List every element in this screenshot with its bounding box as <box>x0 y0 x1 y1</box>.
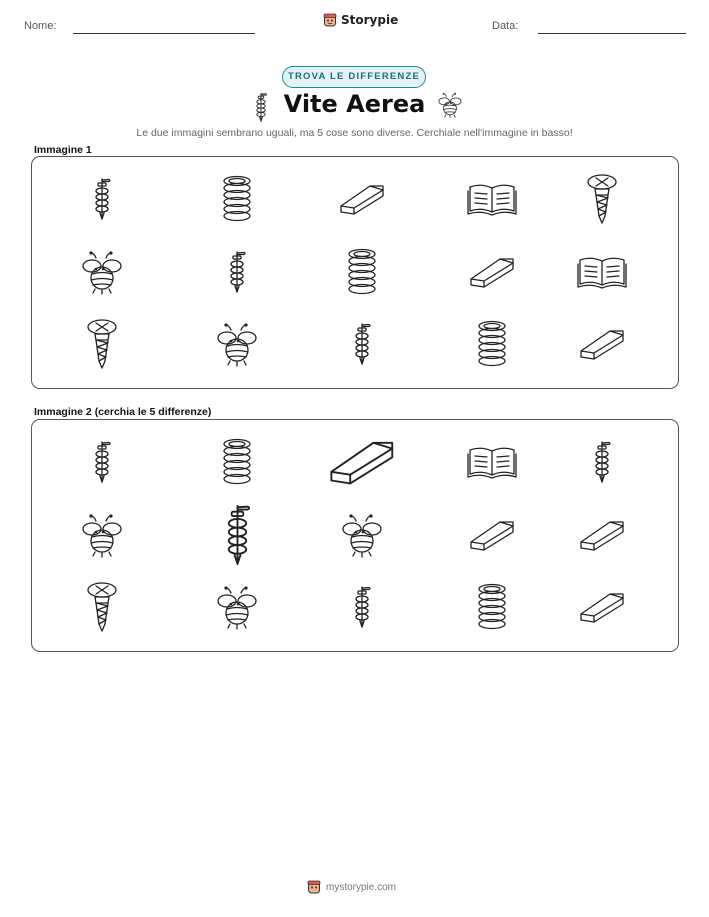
date-field-line[interactable] <box>538 33 686 34</box>
picture-item-propeller[interactable] <box>92 440 112 484</box>
instructions: Le due immagini sembrano uguali, ma 5 cose sono diverse. Cerchiale nell'immagine in basso! <box>136 127 573 139</box>
picture-item-propeller[interactable] <box>223 503 252 567</box>
book-icon <box>467 181 517 217</box>
name-field-line[interactable] <box>73 33 255 34</box>
storypie-mascot-icon <box>307 880 321 894</box>
picture-item-propeller <box>352 322 372 366</box>
picture-item-bee <box>213 322 261 366</box>
spring-icon <box>476 320 508 368</box>
wedge-icon <box>338 182 386 216</box>
bee-title-icon <box>436 92 464 120</box>
bee-icon <box>436 92 464 118</box>
picture-item-bee <box>78 250 126 294</box>
propeller-icon <box>227 250 247 294</box>
bee-icon <box>213 322 261 366</box>
picture-item-wedge[interactable] <box>468 518 516 552</box>
bee-icon <box>338 513 386 557</box>
picture-item-propeller[interactable] <box>352 585 372 629</box>
screw-icon <box>586 173 618 225</box>
wedge-icon <box>578 327 626 361</box>
screw-icon <box>86 581 118 633</box>
spring-icon <box>221 175 253 223</box>
picture-item-bee[interactable] <box>338 513 386 557</box>
brand-name: Storypie <box>341 13 399 27</box>
worksheet-header <box>0 0 709 48</box>
picture-item-bee[interactable] <box>78 513 126 557</box>
picture-item-wedge[interactable] <box>578 590 626 624</box>
bee-icon <box>213 585 261 629</box>
picture-item-book <box>577 254 627 290</box>
picture-item-spring[interactable] <box>476 583 508 631</box>
image1-label: Immagine 1 <box>34 144 92 156</box>
image1-panel <box>31 156 679 389</box>
picture-item-wedge <box>578 327 626 361</box>
screw-icon <box>86 318 118 370</box>
spring-icon <box>221 438 253 486</box>
footer <box>307 880 396 894</box>
wedge-icon <box>578 590 626 624</box>
picture-item-wedge[interactable] <box>327 437 397 486</box>
wedge-icon <box>578 518 626 552</box>
picture-item-screw <box>86 318 118 370</box>
picture-item-book[interactable] <box>467 444 517 480</box>
book-icon <box>467 444 517 480</box>
wedge-icon <box>468 255 516 289</box>
bee-icon <box>78 513 126 557</box>
picture-item-spring[interactable] <box>221 438 253 486</box>
wedge-icon <box>468 518 516 552</box>
brand-logo <box>323 13 398 27</box>
page-title: Vite Aerea <box>283 90 426 118</box>
propeller-icon <box>592 440 612 484</box>
picture-item-wedge <box>468 255 516 289</box>
picture-item-wedge[interactable] <box>578 518 626 552</box>
picture-item-propeller <box>92 177 112 221</box>
name-label: Nome: <box>24 20 57 32</box>
footer-url: mystorypie.com <box>326 881 397 893</box>
image2-label: Immagine 2 (cerchia le 5 differenze) <box>34 406 212 418</box>
find-differences-badge: TROVA LE DIFFERENZE <box>282 66 426 88</box>
bee-icon <box>78 250 126 294</box>
date-label: Data: <box>492 20 519 32</box>
picture-item-propeller[interactable] <box>592 440 612 484</box>
picture-item-screw <box>586 173 618 225</box>
propeller-icon <box>352 322 372 366</box>
picture-item-spring <box>346 248 378 296</box>
picture-item-screw[interactable] <box>86 581 118 633</box>
book-icon <box>577 254 627 290</box>
spring-icon <box>476 583 508 631</box>
picture-item-wedge <box>338 182 386 216</box>
propeller-icon <box>92 177 112 221</box>
picture-item-book <box>467 181 517 217</box>
picture-item-propeller <box>227 250 247 294</box>
spring-icon <box>346 248 378 296</box>
picture-item-bee[interactable] <box>213 585 261 629</box>
picture-item-spring <box>221 175 253 223</box>
picture-item-spring <box>476 320 508 368</box>
propeller-icon <box>223 503 252 567</box>
propeller-icon <box>352 585 372 629</box>
image2-panel[interactable] <box>31 419 679 652</box>
wedge-icon <box>327 437 397 486</box>
propeller-icon <box>92 440 112 484</box>
storypie-mascot-icon <box>323 13 337 27</box>
